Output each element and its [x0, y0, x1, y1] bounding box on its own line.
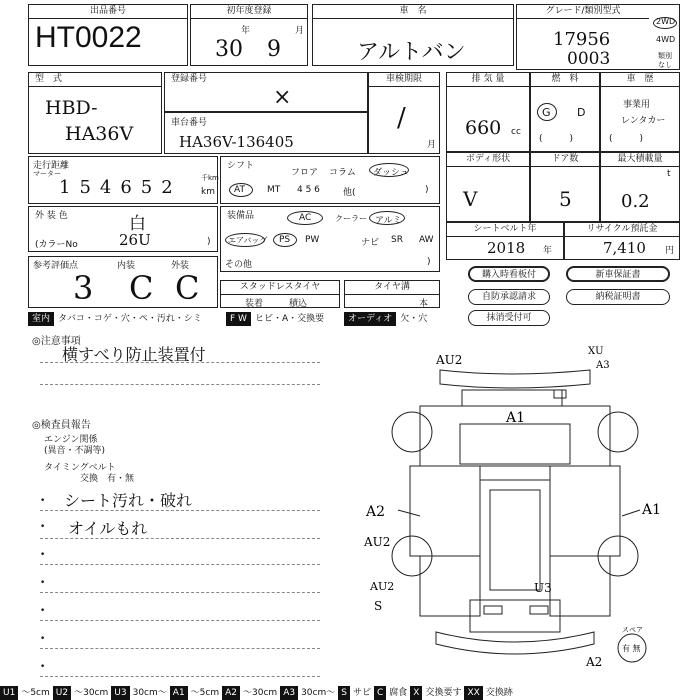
body-type-label: ボディ形状	[447, 153, 529, 167]
legend-k3: A1	[170, 686, 188, 700]
model-line2: HA36V	[65, 123, 134, 145]
shift-opt2: コラム	[329, 168, 356, 178]
audio-label: オーディオ	[344, 312, 396, 326]
legend-v2: 30cm～	[132, 688, 167, 698]
kind-label2: なし	[658, 61, 672, 69]
shift-box	[220, 156, 440, 204]
damage-legend	[0, 686, 700, 700]
legend-k1: U2	[53, 686, 71, 700]
recycle-unit: 円	[665, 246, 675, 256]
first-reg-year: 30	[215, 37, 243, 62]
mileage-label: 走行距離	[33, 161, 70, 171]
mileage-unit: km	[201, 187, 215, 197]
lot-number: HT0022	[35, 21, 142, 54]
model-line1: HBD-	[45, 97, 98, 119]
seatbelt-box	[446, 222, 564, 260]
doc-b3: 自防承認請求	[468, 289, 550, 305]
legend-v0: ～5cm	[21, 688, 50, 698]
shift-at: AT	[234, 185, 245, 195]
shaken-box	[368, 72, 440, 154]
equip-ps: PS	[279, 235, 291, 245]
legend-v3: ～5cm	[190, 688, 220, 698]
legend-v4: ～30cm	[243, 688, 278, 698]
body-type-value: V	[463, 187, 478, 211]
fuel-label: 燃 料	[531, 73, 599, 87]
displacement-unit: cc	[511, 127, 521, 137]
first-reg-label: 初年度登録	[191, 5, 307, 19]
usage-box	[600, 72, 680, 152]
model-box	[28, 72, 162, 154]
shift-label: シフト	[227, 161, 255, 171]
doors-box	[530, 152, 600, 222]
car-name-value: アルトバン	[357, 40, 466, 65]
capacity-value: 0.2	[621, 191, 650, 212]
color-box	[28, 206, 218, 252]
doc-b1: 購入時看板付	[468, 266, 550, 282]
studless-label: スタッドレスタイヤ	[221, 281, 339, 295]
exterior-score-label: 外装	[171, 261, 190, 271]
inspector-line2: オイルもれ	[68, 519, 148, 538]
lot-box	[28, 4, 188, 66]
first-reg-year-unit: 年	[241, 26, 251, 36]
recycle-label: リサイクル預託金	[565, 223, 679, 237]
spare-value: 有 無	[622, 644, 641, 653]
shaken-month-unit: 月	[427, 140, 437, 150]
equipment-box	[220, 206, 440, 272]
inspector-engine: エンジン関係	[44, 435, 98, 445]
inspector-timing2: 交換 有・無	[80, 474, 135, 484]
tire-label: タイヤ溝	[345, 281, 439, 295]
doc-b2: 新車保証書	[566, 266, 670, 282]
color-code-label: (カラーNo	[35, 240, 78, 250]
dmg-a1-roof: A1	[506, 410, 526, 426]
shift-close: )	[425, 185, 429, 195]
reg-no-label: 登録番号	[171, 74, 208, 84]
displacement-value: 660	[465, 117, 502, 139]
displacement-box	[446, 72, 530, 152]
equip-pw: PW	[305, 235, 320, 245]
studless-opt2: 積込	[289, 299, 308, 309]
usage-opt2: レンタカー	[621, 116, 666, 126]
mileage-side: 千km	[201, 174, 219, 182]
fw-label: F W	[226, 312, 251, 326]
doors-label: ドア数	[531, 153, 599, 167]
fuel-box	[530, 72, 600, 152]
legend-k4: A2	[222, 686, 240, 700]
equip-airbag: エアバッグ	[228, 236, 268, 245]
interior-cond-label: 室内	[28, 312, 54, 326]
car-name-box	[312, 4, 514, 66]
legend-k8: X	[410, 686, 422, 700]
color-code: 26U	[119, 231, 151, 249]
capacity-label: 最大積載量	[601, 153, 679, 167]
seatbelt-value: 2018	[487, 239, 526, 257]
first-reg-month-unit: 月	[295, 26, 305, 36]
drive-2wd: 2WD	[656, 17, 676, 26]
legend-k6: S	[338, 686, 350, 700]
body-type-box	[446, 152, 530, 222]
first-reg-month: 9	[267, 37, 281, 62]
studless-opt1: 装着	[245, 299, 264, 309]
equip-aw: アルミ	[375, 216, 402, 226]
legend-k7: C	[374, 686, 386, 700]
shift-speed-unit: 他(	[343, 188, 356, 198]
color-close: )	[207, 237, 211, 247]
chassis-value: HA36V-136405	[179, 133, 294, 151]
dmg-xu-top: XU	[588, 346, 604, 357]
model-label: 型 式	[29, 73, 161, 87]
interior-cond	[28, 312, 206, 326]
equip-cooler: クーラー	[335, 214, 367, 223]
inspector-title: ◎検査員報告	[32, 420, 91, 431]
grade-label: グレード/類別型式	[517, 5, 649, 19]
doors-value: 5	[559, 187, 572, 211]
equip-ac: AC	[299, 213, 312, 223]
recycle-value: 7,410	[603, 239, 646, 257]
shift-speeds: 4 5 6	[297, 185, 320, 195]
dmg-s: S	[374, 599, 383, 613]
doc-b5: 抹消受付可	[468, 310, 550, 326]
capacity-unit: t	[667, 169, 671, 179]
shaken-label: 車検期限	[369, 73, 439, 87]
fuel-d: D	[577, 106, 586, 119]
interior-score-label: 内装	[117, 261, 136, 271]
score-box	[28, 256, 218, 308]
first-reg-box	[190, 4, 308, 66]
legend-k9: XX	[464, 686, 482, 700]
chassis-label: 車台番号	[171, 118, 208, 128]
legend-k0: U1	[0, 686, 18, 700]
seatbelt-label: シートベルト年	[447, 223, 563, 237]
doc-b4: 納税証明書	[566, 289, 670, 305]
grade-box	[516, 4, 680, 70]
shaken-value: /	[397, 103, 406, 133]
fw-cond	[226, 312, 328, 326]
inspector-engine2: (異音・不調等)	[44, 446, 106, 456]
color-label: 外 装 色	[35, 211, 68, 221]
inspector-line1: シート汚れ・破れ	[64, 491, 193, 510]
notes-line1: 横すべり防止装置付	[62, 345, 206, 364]
mileage-meter: マーター	[33, 170, 61, 178]
audio-cond	[344, 312, 431, 326]
reg-no-box	[164, 72, 368, 112]
fuel-paren: ( )	[539, 134, 574, 144]
grade-line2: 0003	[567, 49, 611, 69]
car-damage-diagram	[340, 340, 700, 676]
usage-opt1: 事業用	[623, 100, 651, 110]
legend-v7: 腐食	[389, 688, 408, 698]
dmg-u3: U3	[534, 581, 552, 595]
displacement-label: 排 気 量	[447, 73, 529, 87]
tire-unit: 本	[419, 299, 429, 309]
inspector-timing: タイミングベルト	[44, 463, 116, 473]
fuel-g: G	[542, 106, 551, 119]
equip-aw2: AW	[419, 235, 434, 245]
equip-navi: ナビ	[361, 238, 380, 248]
audio-opts: 欠・穴	[400, 314, 428, 324]
legend-v1: ～30cm	[74, 688, 109, 698]
equip-sr: SR	[391, 235, 403, 245]
shift-opt1: フロア	[291, 168, 319, 178]
legend-v5: 30cm～	[301, 688, 336, 698]
studless-box	[220, 280, 340, 308]
tire-box	[344, 280, 440, 308]
dmg-a2-bottom: A2	[586, 655, 603, 669]
chassis-box	[164, 112, 368, 154]
legend-k5: A3	[280, 686, 298, 700]
notes-title: ◎注意事項	[32, 336, 81, 347]
color-value: 白	[129, 214, 146, 234]
legend-k2: U3	[111, 686, 129, 700]
equipment-label: 装備品	[227, 211, 255, 221]
mileage-box	[28, 156, 218, 204]
seatbelt-unit: 年	[543, 246, 553, 256]
reg-no-value: ×	[273, 85, 292, 110]
usage-paren: ( )	[609, 134, 644, 144]
shift-mt: MT	[267, 185, 281, 195]
dmg-a1-right: A1	[642, 502, 662, 518]
spare-label: スペア	[622, 626, 643, 634]
capacity-box	[600, 152, 680, 222]
fw-opts: ヒビ・A・交換要	[254, 314, 325, 324]
shift-opt3: ダッシュ	[373, 168, 409, 178]
dmg-a2-left: A2	[366, 504, 386, 520]
legend-v8: 交換要す	[425, 688, 462, 698]
dmg-a3-top: A3	[596, 360, 610, 371]
score-label: 参考評価点	[33, 261, 79, 271]
usage-label: 車 歴	[601, 73, 679, 87]
legend-v9: 交換跡	[485, 688, 513, 698]
dmg-au2-left: AU2	[364, 535, 391, 549]
score-value: 3	[73, 269, 94, 307]
exterior-score: C	[175, 269, 200, 307]
interior-cond-opts: タバコ・コゲ・穴・ペ・汚れ・シミ	[58, 314, 202, 324]
dmg-au2-top: AU2	[436, 353, 463, 367]
mileage-value: 154652	[59, 177, 182, 198]
equip-close: )	[427, 257, 431, 267]
legend-v6: サビ	[352, 688, 371, 698]
kind-label: 類別	[658, 52, 672, 60]
lot-label: 出品番号	[29, 5, 187, 19]
equip-other: その他	[225, 260, 253, 270]
dmg-au2-left2: AU2	[370, 580, 395, 593]
interior-score: C	[129, 269, 154, 307]
drive-4wd: 4WD	[656, 35, 676, 44]
recycle-box	[564, 222, 680, 260]
car-name-label: 車 名	[313, 5, 513, 19]
grade-line1: 17956	[553, 29, 611, 50]
